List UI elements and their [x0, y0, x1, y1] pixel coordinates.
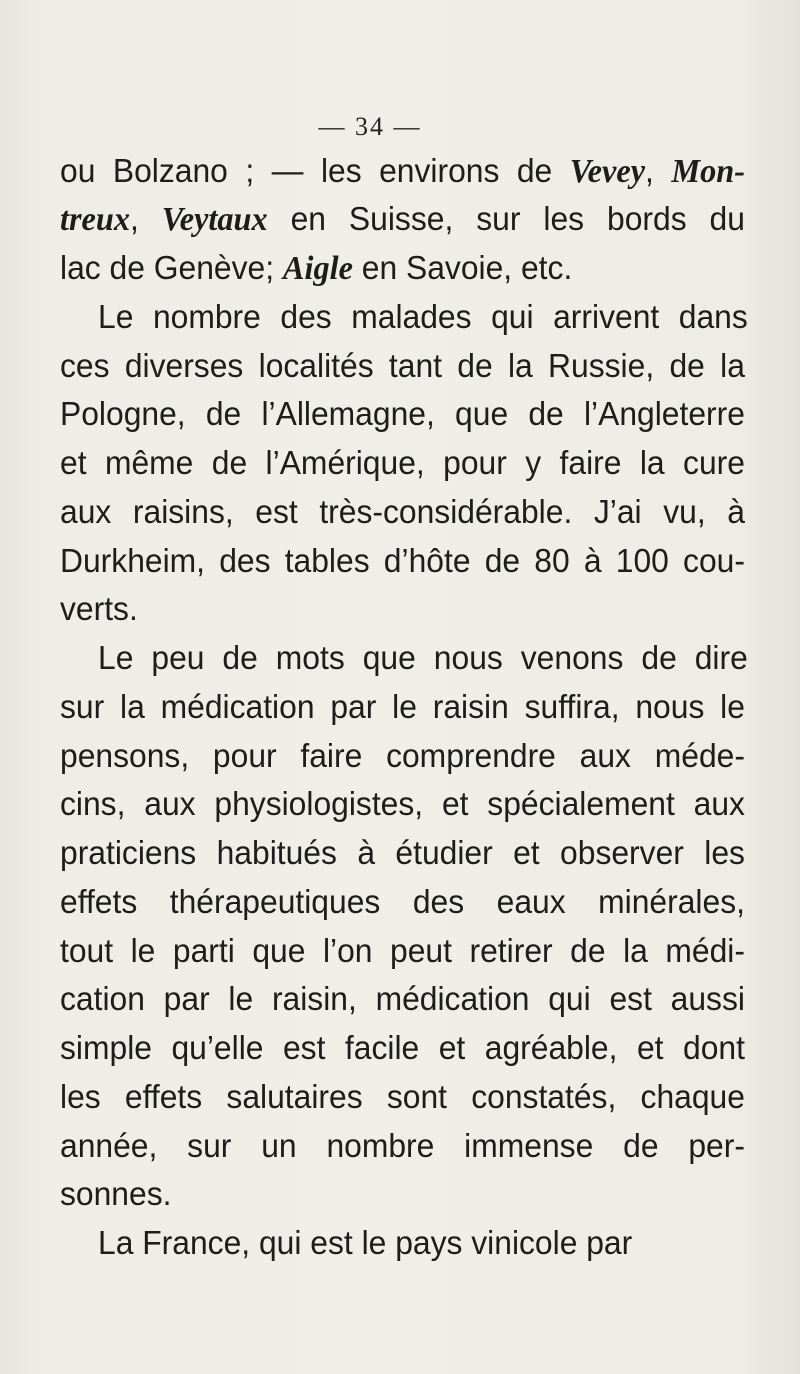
text-line — [60, 150, 745, 194]
text-line — [60, 735, 745, 779]
italic-place-name: Veytaux — [161, 201, 268, 238]
italic-place-name: Vevey — [569, 153, 646, 190]
text-run: en Suisse, sur les bords du — [267, 201, 745, 238]
text-line — [60, 881, 745, 925]
text-line — [60, 588, 138, 632]
text-run: Le peu de mots que nous venons de dire — [98, 640, 748, 677]
text-run: Le nombre des malades qui arrivent dans — [98, 299, 748, 336]
text-run: tout le parti que l’on peut retirer de la médi- — [60, 933, 745, 970]
italic-place-name: treux — [60, 201, 131, 238]
text-line — [60, 832, 745, 876]
text-run: sur la médication par le raisin suffira, nous le — [60, 689, 745, 726]
text-line — [60, 1173, 171, 1217]
text-run: année, sur un nombre immense de per- — [60, 1128, 745, 1165]
text-run: verts. — [60, 591, 138, 628]
text-line — [60, 393, 745, 437]
text-run: La France, qui est le pays vinicole par — [98, 1225, 633, 1262]
text-line — [60, 345, 745, 389]
italic-place-name: Mon- — [671, 153, 745, 190]
text-run: Durkheim, des tables d’hôte de 80 à 100 cou- — [60, 543, 745, 580]
text-line — [98, 296, 748, 340]
text-run: , — [130, 201, 162, 238]
text-run: aux raisins, est très-considérable. J’ai vu, à — [60, 494, 745, 531]
text-line — [60, 540, 745, 584]
text-run: ou Bolzano ; — les environs de — [60, 153, 570, 190]
text-line — [98, 1222, 632, 1266]
text-run: effets thérapeutiques des eaux minérales, — [60, 884, 745, 921]
text-run: en Savoie, etc. — [352, 250, 573, 287]
text-line — [60, 978, 745, 1022]
text-line — [60, 442, 745, 486]
text-run: cation par le raisin, médication qui est aussi — [60, 981, 745, 1018]
text-line — [60, 783, 745, 827]
text-run: simple qu’elle est facile et agréable, et dont — [60, 1030, 745, 1067]
text-line — [60, 1076, 745, 1120]
text-line — [60, 491, 745, 535]
text-run: praticiens habitués à étudier et observer les — [60, 835, 745, 872]
text-run: et même de l’Amérique, pour y faire la cure — [60, 445, 745, 482]
text-run: Pologne, de l’Allemagne, que de l’Angleterre — [60, 396, 745, 433]
text-run: sonnes. — [60, 1176, 172, 1213]
page-number: — 34 — — [318, 112, 422, 141]
text-line — [60, 686, 745, 730]
text-run: pensons, pour faire comprendre aux méde- — [60, 738, 745, 775]
text-run: lac de Genève; — [60, 250, 283, 287]
text-line — [60, 930, 745, 974]
text-run: , — [645, 153, 672, 190]
text-run: cins, aux physiologistes, et spécialement aux — [60, 786, 745, 823]
text-line — [60, 198, 745, 242]
text-line — [60, 1027, 745, 1071]
text-line — [60, 247, 572, 291]
italic-place-name: Aigle — [282, 250, 353, 287]
text-line — [98, 637, 748, 681]
text-run: ces diverses localités tant de la Russie, de la — [60, 348, 745, 385]
text-line — [60, 1125, 745, 1169]
text-run: les effets salutaires sont constatés, chaque — [60, 1079, 745, 1116]
